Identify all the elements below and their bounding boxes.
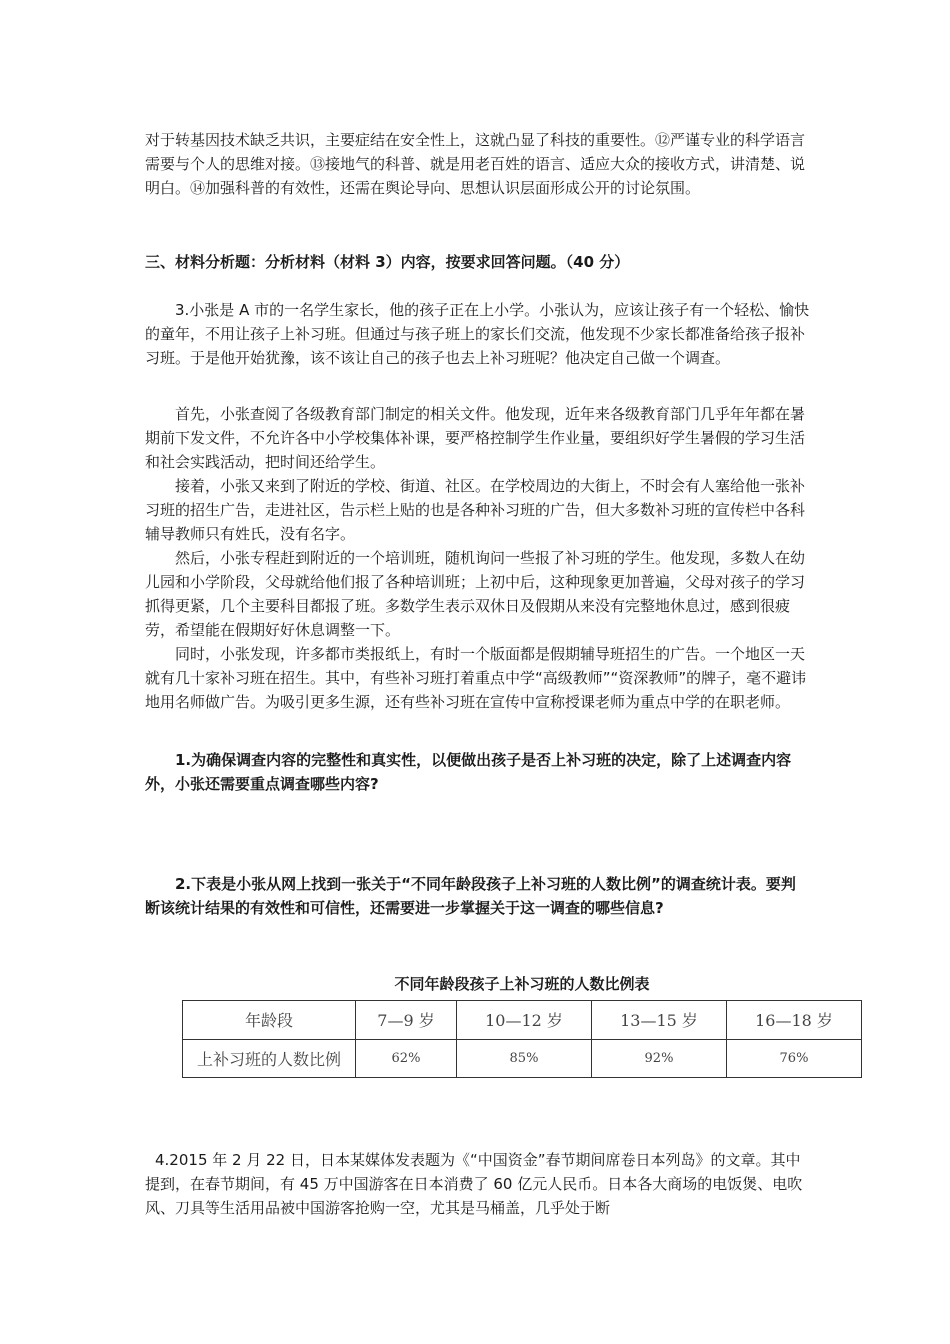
section-3-heading: 三、材料分析题：分析材料（材料 3）内容，按要求回答问题。（40 分）: [145, 253, 630, 271]
table-header-row: [183, 1001, 862, 1040]
question-1: 1.为确保调查内容的完整性和真实性，以便做出孩子是否上补习班的决定，除了上述调查内容外，小张还需要重点调查哪些内容?: [145, 751, 792, 793]
material-paragraph-2: 首先，小张查阅了各级教育部门制定的相关文件。他发现，近年来各级教育部门几乎年年都在暑期前下发文件，不允许各中小学校集体补课，要严格控制学生作业量，要组织好学生暑假的学习生活和社会实践活动，把时间还给学生。: [145, 405, 806, 471]
table-cell: 92%: [591, 1039, 726, 1078]
table-row-label: 上补习班的人数比例: [183, 1039, 356, 1078]
table-header-cell: 7—9 岁: [356, 1001, 457, 1040]
table-header-cell: 16—18 岁: [726, 1001, 861, 1040]
material-paragraph-3: 接着，小张又来到了附近的学校、街道、社区。在学校周边的大街上，不时会有人塞给他一张补习班的招生广告，走进社区，告示栏上贴的也是各种补习班的广告，但大多数补习班的宣传栏中各科辅导教师只有姓氏，没有名字。: [145, 477, 806, 543]
table-data-row: [183, 1039, 862, 1078]
table-cell: 76%: [726, 1039, 861, 1078]
table-header-cell: 10—12 岁: [456, 1001, 591, 1040]
question-2: 2.下表是小张从网上找到一张关于“不同年龄段孩子上补习班的人数比例”的调查统计表。要判断该统计结果的有效性和可信性，还需要进一步掌握关于这一调查的哪些信息?: [145, 875, 796, 917]
question-4-paragraph: 4.2015 年 2 月 22 日，日本某媒体发表题为《“中国资金”春节期间席卷日本列岛》的文章。其中提到，在春节期间，有 45 万中国游客在日本消费了 60 亿元人民币。日本各大商场的电饭煲、电吹风、刀具等生活用品被中国游客抢购一空，尤其是马桶盖，几乎处于断: [145, 1151, 803, 1217]
table-cell: 62%: [356, 1039, 457, 1078]
material-paragraph-4: 然后，小张专程赶到附近的一个培训班，随机询问一些报了补习班的学生。他发现，多数人在幼儿园和小学阶段，父母就给他们报了各种培训班；上初中后，这种现象更加普遍，父母对孩子的学习抓得更紧，几个主要科目都报了班。多数学生表示双休日及假期从来没有完整地休息过，感到很疲劳，希望能在假期好好休息调整一下。: [145, 549, 806, 639]
intro-paragraph: 对于转基因技术缺乏共识，主要症结在安全性上，这就凸显了科技的重要性。⑫严谨专业的科学语言需要与个人的思维对接。⑬接地气的科普、就是用老百姓的语言、适应大众的接收方式，讲清楚、说明白。⑭加强科普的有效性，还需在舆论导向、思想认识层面形成公开的讨论氛围。: [145, 131, 806, 197]
material-paragraph-5: 同时，小张发现，许多都市类报纸上，有时一个版面都是假期辅导班招生的广告。一个地区一天就有几十家补习班在招生。其中，有些补习班打着重点中学“高级教师”“资深教师”的牌子，毫不避讳地用名师做广告。为吸引更多生源，还有些补习班在宣传中宣称授课老师为重点中学的在职老师。: [145, 645, 807, 711]
table-header-cell: 13—15 岁: [591, 1001, 726, 1040]
table-title: 不同年龄段孩子上补习班的人数比例表: [394, 975, 650, 993]
material-paragraph-1: 3.小张是 A 市的一名学生家长，他的孩子正在上小学。小张认为，应该让孩子有一个轻松、愉快的童年，不用让孩子上补习班。但通过与孩子班上的家长们交流，他发现不少家长都准备给孩子报补习班。于是他开始犹豫，该不该让自己的孩子也去上补习班呢？他决定自己做一个调查。: [145, 301, 810, 367]
table-cell: 85%: [456, 1039, 591, 1078]
stats-table: [182, 1000, 862, 1078]
table-header-label: 年龄段: [183, 1001, 356, 1040]
